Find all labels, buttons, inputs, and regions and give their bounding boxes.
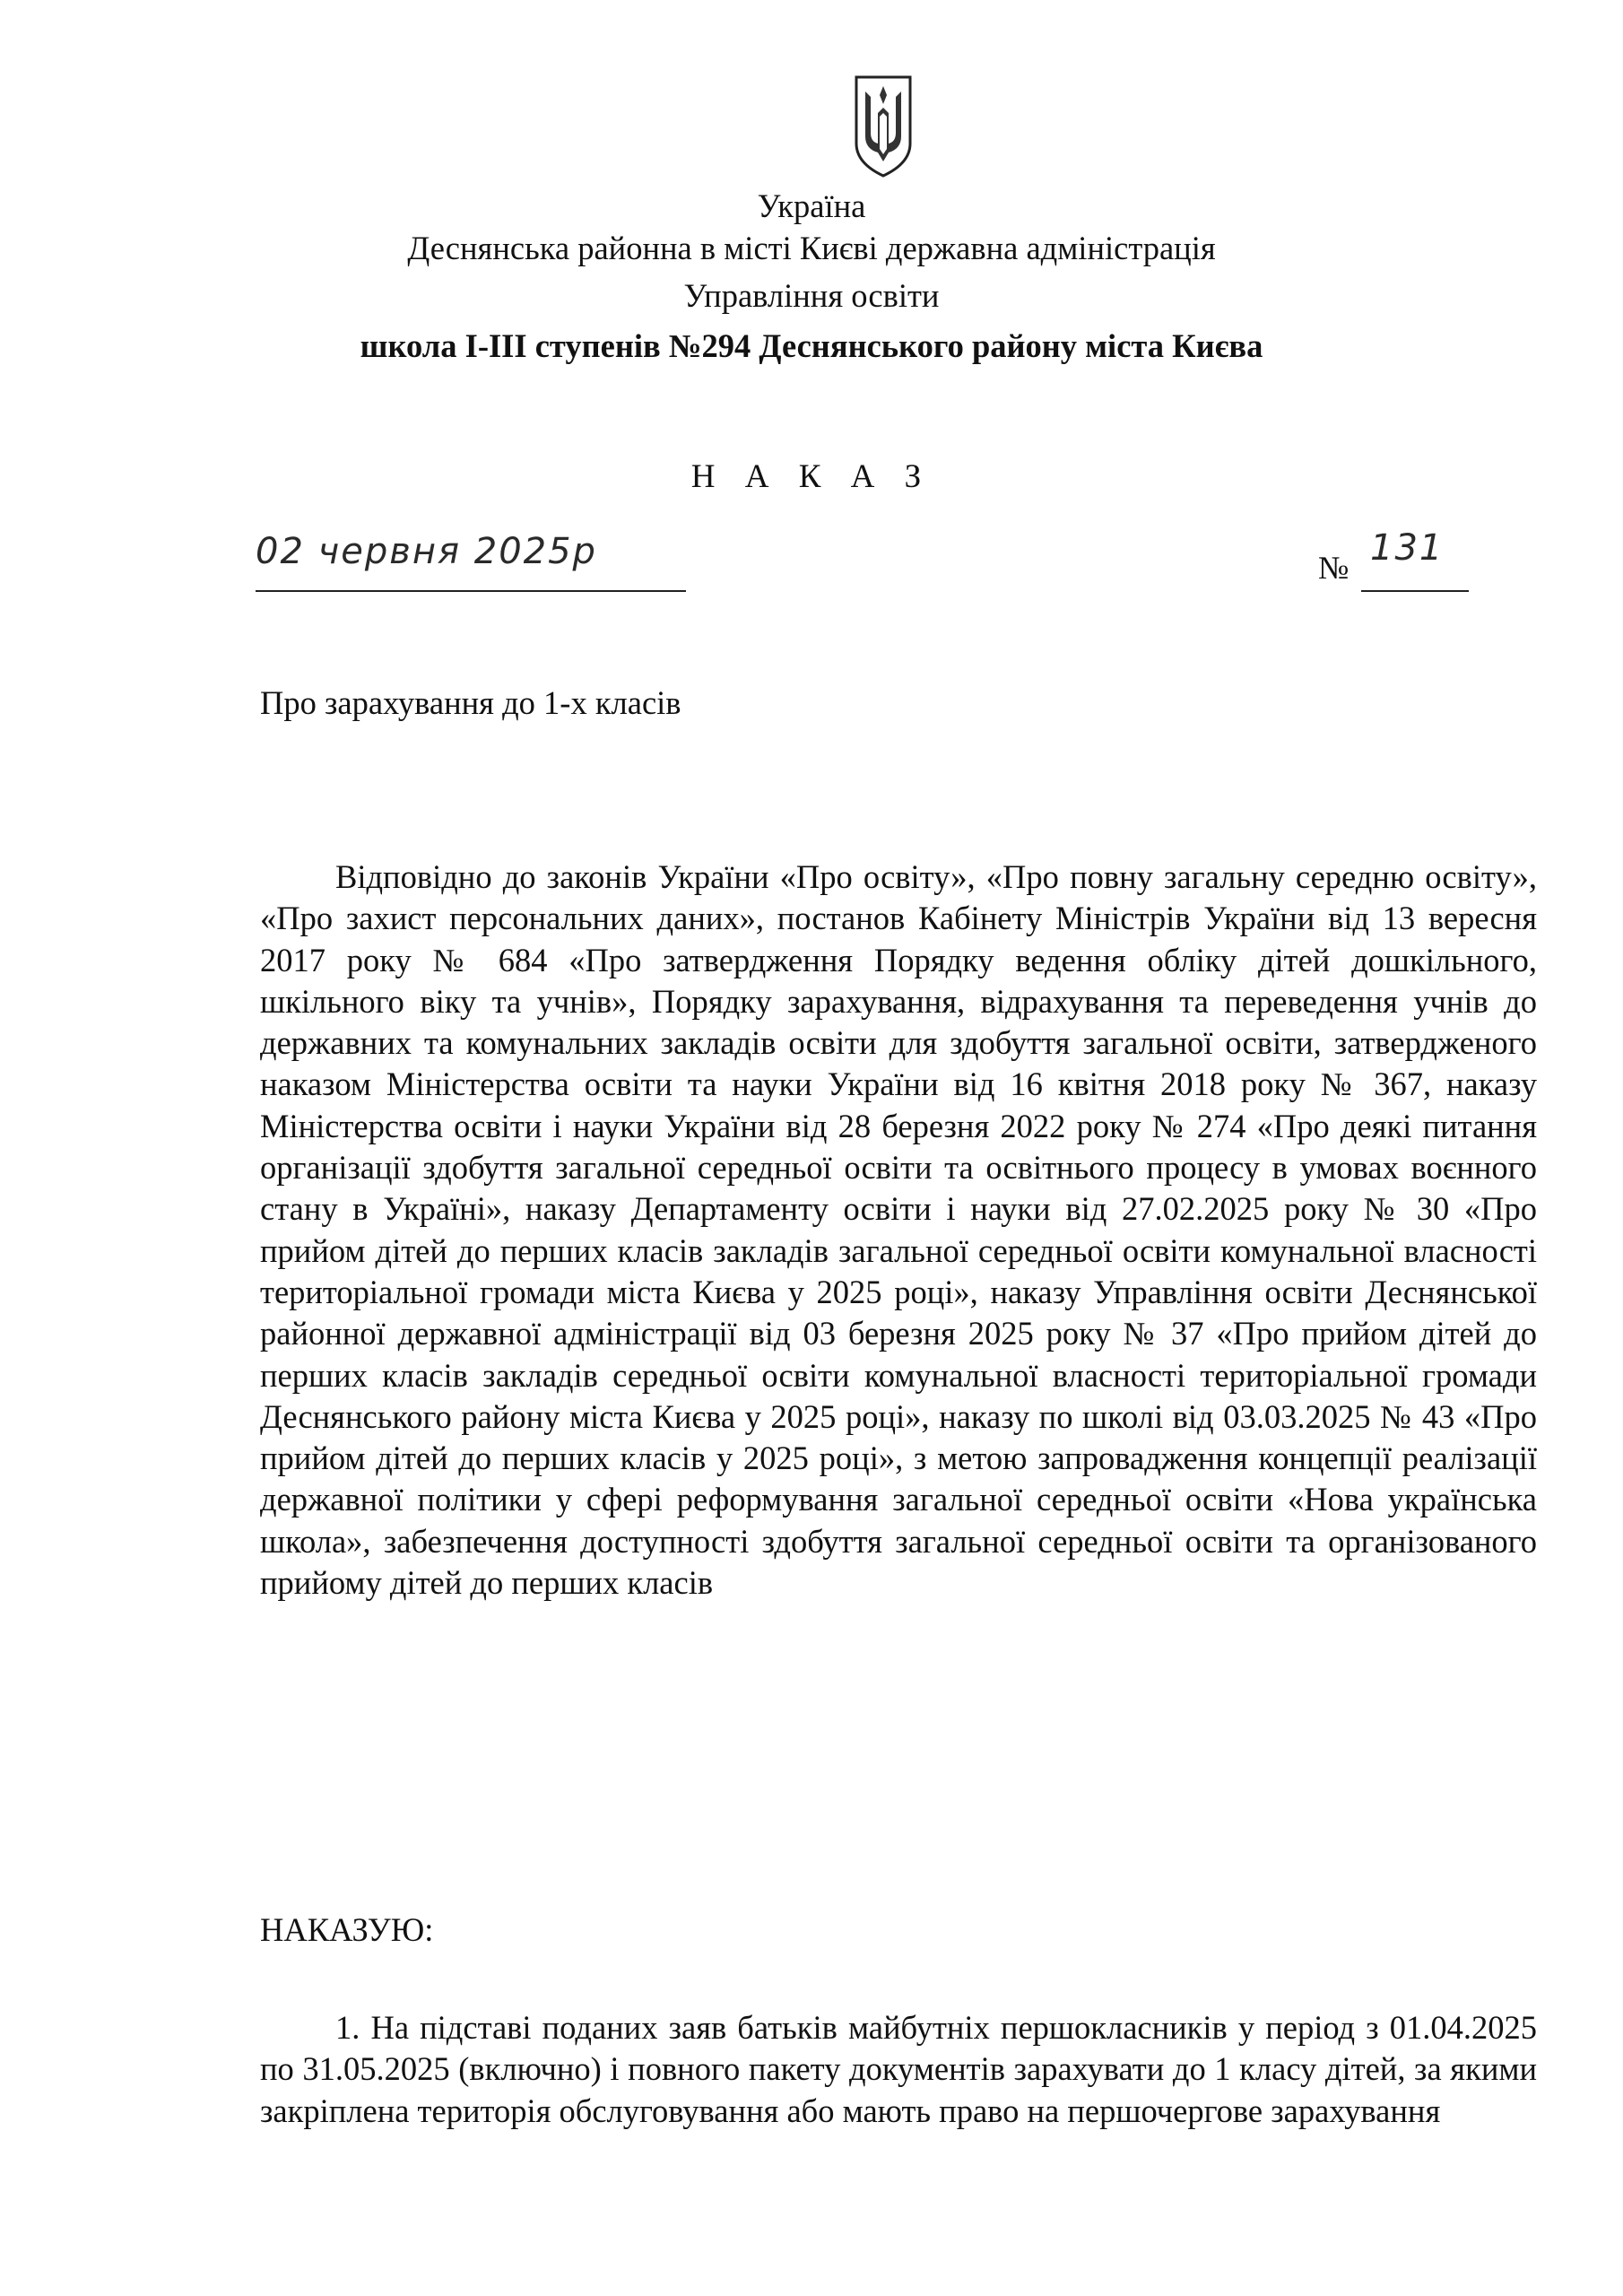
administration-name: Деснянська районна в місті Києві державна адміністрація <box>407 230 1216 266</box>
document-subject: Про зарахування до 1-х класів <box>260 684 681 721</box>
country-name: Україна <box>757 187 866 224</box>
trident-coat-of-arms-icon <box>853 74 914 179</box>
date-underline <box>256 590 686 592</box>
order-word: НАКАЗУЮ: <box>260 1911 434 1948</box>
document-title: Н А К А З <box>690 458 933 495</box>
handwritten-number: 131 <box>1370 527 1445 569</box>
order-item-1: 1. На підставі поданих заяв батьків майбутніх першокласників у період з 01.04.2025 по 31.05.2025 (включно) і повного пакету документів зарахувати до 1 класу дітей, за якими закріплена територія обслуговування або мають право на першочергове зарахування <box>260 2009 1537 2129</box>
preamble-paragraph: Відповідно до законів України «Про освіту», «Про повну загальну середню освіту», «Про захист персональних даних», постанов Кабінету Міністрів України від 13 вересня 2017 року № 684 «Про затвердження Порядку ведення обліку дітей дошкільного, шкільного віку та учнів», Порядку зарахування, відрахування та переведення учнів до державних та комунальних закладів освіти для здобуття загальної освіти, затвердженого наказом Міністерства освіти та науки України від 16 квітня 2018 року № 367, наказу Міністерства освіти і науки України від 28 березня 2022 року № 274 «Про деякі питання організації здобуття загальної середньої освіти та освітнього процесу в умовах воєнного стану в Україні», наказу Департаменту освіти і науки від 27.02.2025 року № 30 «Про прийом дітей до перших класів закладів загальної середньої освіти комунальної власності територіальної громади міста Києва у 2025 році», наказу Управління освіти Деснянської районної державної адміністрації від 03 березня 2025 року № 37 «Про прийом дітей до перших класів закладів середньої освіти комунальної власності територіальної громади Деснянського району міста Києва у 2025 році», наказу по школі від 03.03.2025 № 43 «Про прийом дітей до перших класів у 2025 році», з метою запровадження концепції реалізації державної політики у сфері реформування загальної середньої освіти «Нова українська школа», забезпечення доступності здобуття загальної середньої освіти та організованого прийому дітей до перших класів <box>260 858 1537 1602</box>
number-underline <box>1361 590 1469 592</box>
number-label: № <box>1318 550 1350 586</box>
handwritten-date: 02 червня 2025р <box>256 531 597 572</box>
school-name: школа І-ІІІ ступенів №294 Деснянського району міста Києва <box>360 327 1263 364</box>
department-name: Управління освіти <box>683 277 940 314</box>
